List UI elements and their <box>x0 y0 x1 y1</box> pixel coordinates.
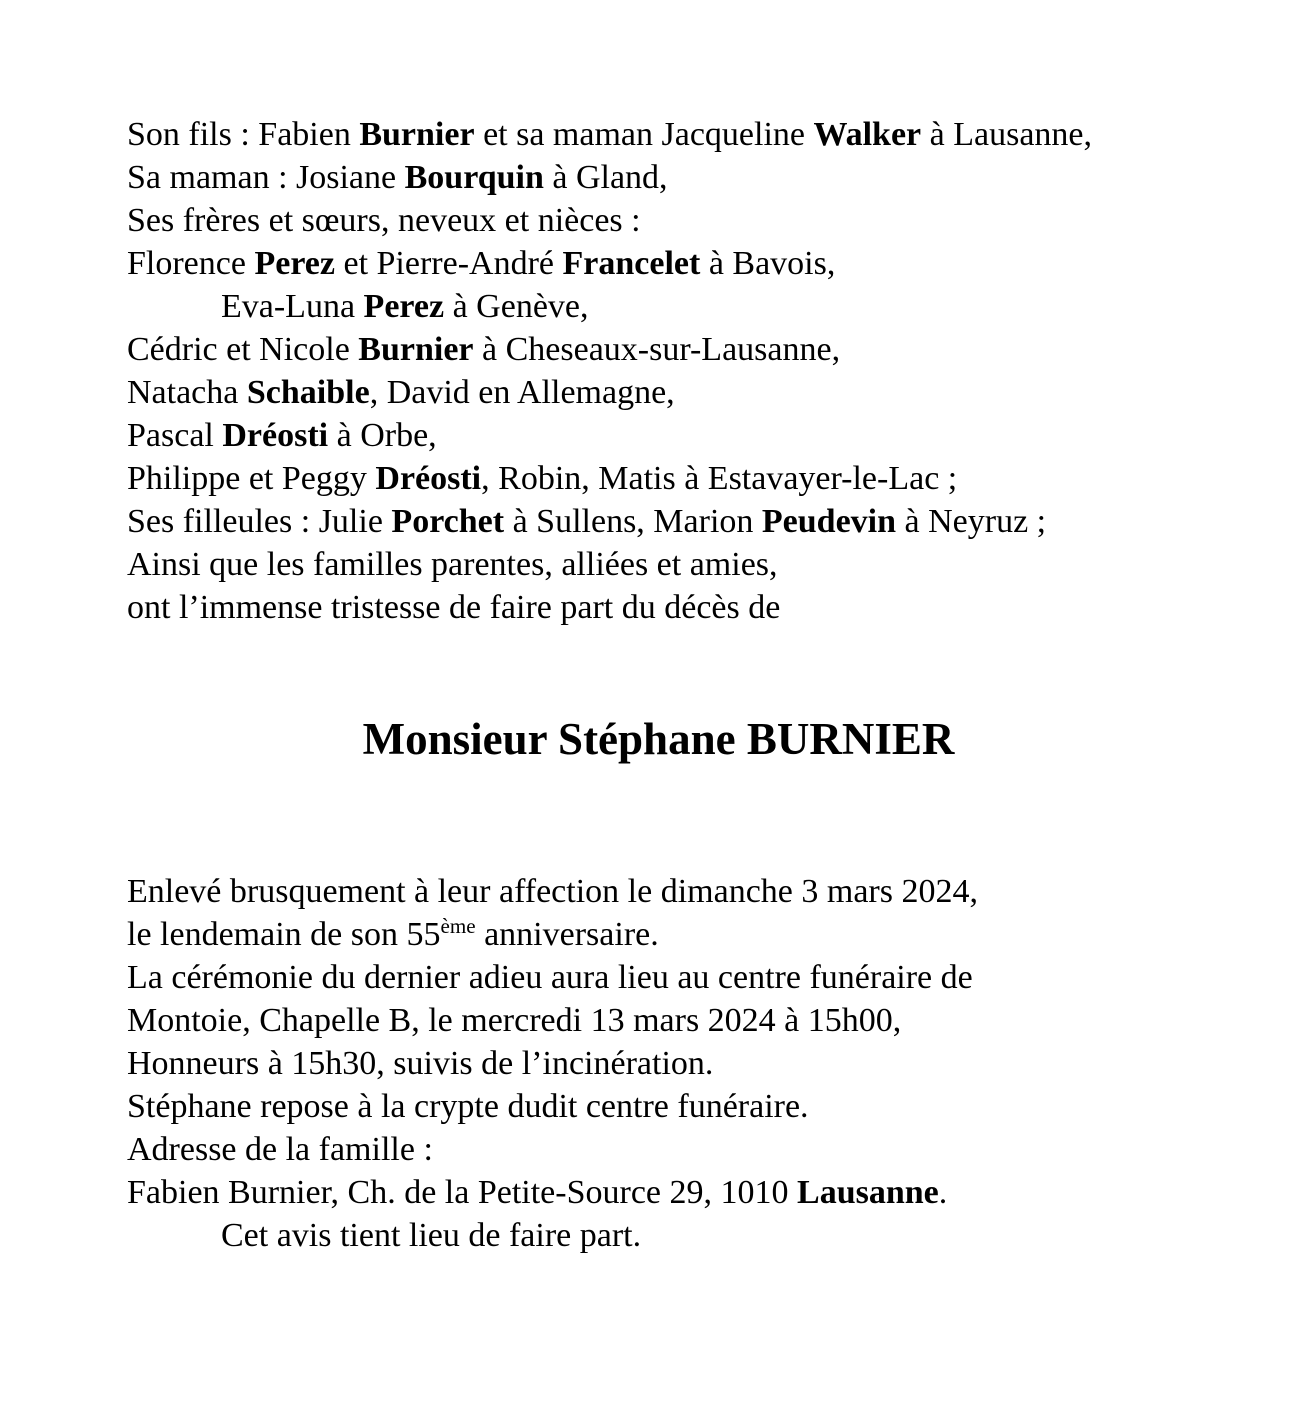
intro-line-3 <box>127 199 1190 242</box>
text-segment: Cédric et Nicole <box>127 331 359 368</box>
detail-line-2 <box>127 913 1190 956</box>
text-segment: Honneurs à 15h30, suivis de l’incinération. <box>127 1045 714 1082</box>
text-segment: , David en Allemagne, <box>369 374 675 411</box>
text-segment: Ses filleules : Julie <box>127 503 392 540</box>
family-name-bold: Dréosti <box>375 460 482 497</box>
text-segment: Pascal <box>127 417 223 454</box>
text-segment: à Genève, <box>444 288 589 325</box>
family-name-bold: Bourquin <box>404 159 544 196</box>
intro-line-1 <box>127 113 1190 156</box>
detail-line-7 <box>127 1128 1190 1171</box>
text-segment: à Bavois, <box>700 245 836 282</box>
intro-line-11 <box>127 543 1190 586</box>
family-name-bold: Lausanne <box>797 1174 939 1211</box>
intro-line-4 <box>127 242 1190 285</box>
text-segment: ont l’immense tristesse de faire part du décès de <box>127 589 781 626</box>
detail-line-5 <box>127 1042 1190 1085</box>
text-segment: Son fils : Fabien <box>127 116 360 153</box>
family-intro-block <box>127 113 1190 629</box>
text-segment: et sa maman Jacqueline <box>474 116 814 153</box>
family-name-bold: Francelet <box>562 245 701 282</box>
text-segment: Stéphane repose à la crypte dudit centre funéraire. <box>127 1088 809 1125</box>
detail-line-4 <box>127 999 1190 1042</box>
text-segment: à Sullens, Marion <box>504 503 762 540</box>
detail-line-6 <box>127 1085 1190 1128</box>
family-name-bold: Peudevin <box>761 503 897 540</box>
intro-line-9 <box>127 457 1190 500</box>
text-segment: La cérémonie du dernier adieu aura lieu au centre funéraire de <box>127 959 973 996</box>
family-name-bold: Schaible <box>246 374 370 411</box>
ceremony-details-block <box>127 870 1190 1257</box>
deceased-name-title: Monsieur Stéphane BURNIER <box>362 714 955 764</box>
text-segment: à Lausanne, <box>921 116 1093 153</box>
detail-line-3 <box>127 956 1190 999</box>
text-segment: Philippe et Peggy <box>127 460 376 497</box>
text-segment: anniversaire. <box>475 916 659 953</box>
intro-line-10 <box>127 500 1190 543</box>
text-segment: Natacha <box>127 374 247 411</box>
text-segment: Enlevé brusquement à leur affection le dimanche 3 mars 2024, <box>127 873 978 910</box>
text-segment: à Neyruz ; <box>896 503 1047 540</box>
text-segment: le lendemain de son 55 <box>127 916 441 953</box>
family-name-bold: Perez <box>363 288 445 325</box>
text-segment: à Orbe, <box>328 417 437 454</box>
family-name-bold: Perez <box>254 245 335 282</box>
text-segment: et Pierre-André <box>334 245 563 282</box>
ordinal-superscript: ème <box>440 914 476 939</box>
obituary-document <box>127 113 1190 1257</box>
text-segment: Florence <box>127 245 255 282</box>
text-segment: Eva-Luna <box>221 288 364 325</box>
text-segment: Ses frères et sœurs, neveux et nièces : <box>127 202 641 239</box>
family-name-bold: Porchet <box>391 503 505 540</box>
family-name-bold: Walker <box>813 116 922 153</box>
intro-line-6 <box>127 328 1190 371</box>
intro-line-12 <box>127 586 1190 629</box>
text-segment: Montoie, Chapelle B, le mercredi 13 mars 2024 à 15h00, <box>127 1002 902 1039</box>
text-segment: , Robin, Matis à Estavayer-le-Lac ; <box>481 460 958 497</box>
text-segment: à Gland, <box>543 159 668 196</box>
text-segment: Fabien Burnier, Ch. de la Petite-Source 29, 1010 <box>127 1174 798 1211</box>
text-segment: à Cheseaux-sur-Lausanne, <box>473 331 841 368</box>
text-segment: Cet avis tient lieu de faire part. <box>221 1217 642 1254</box>
detail-line-8 <box>127 1171 1190 1214</box>
detail-line-9 <box>127 1214 1190 1257</box>
intro-line-2 <box>127 156 1190 199</box>
intro-line-7 <box>127 371 1190 414</box>
text-segment: Ainsi que les familles parentes, alliées et amies, <box>127 546 778 583</box>
intro-line-5 <box>127 285 1190 328</box>
family-name-bold: Burnier <box>359 116 475 153</box>
text-segment: Adresse de la famille : <box>127 1131 433 1168</box>
family-name-bold: Dréosti <box>222 417 329 454</box>
detail-line-1 <box>127 870 1190 913</box>
text-segment: . <box>938 1174 948 1211</box>
text-segment: Sa maman : Josiane <box>127 159 405 196</box>
intro-line-8 <box>127 414 1190 457</box>
family-name-bold: Burnier <box>358 331 474 368</box>
